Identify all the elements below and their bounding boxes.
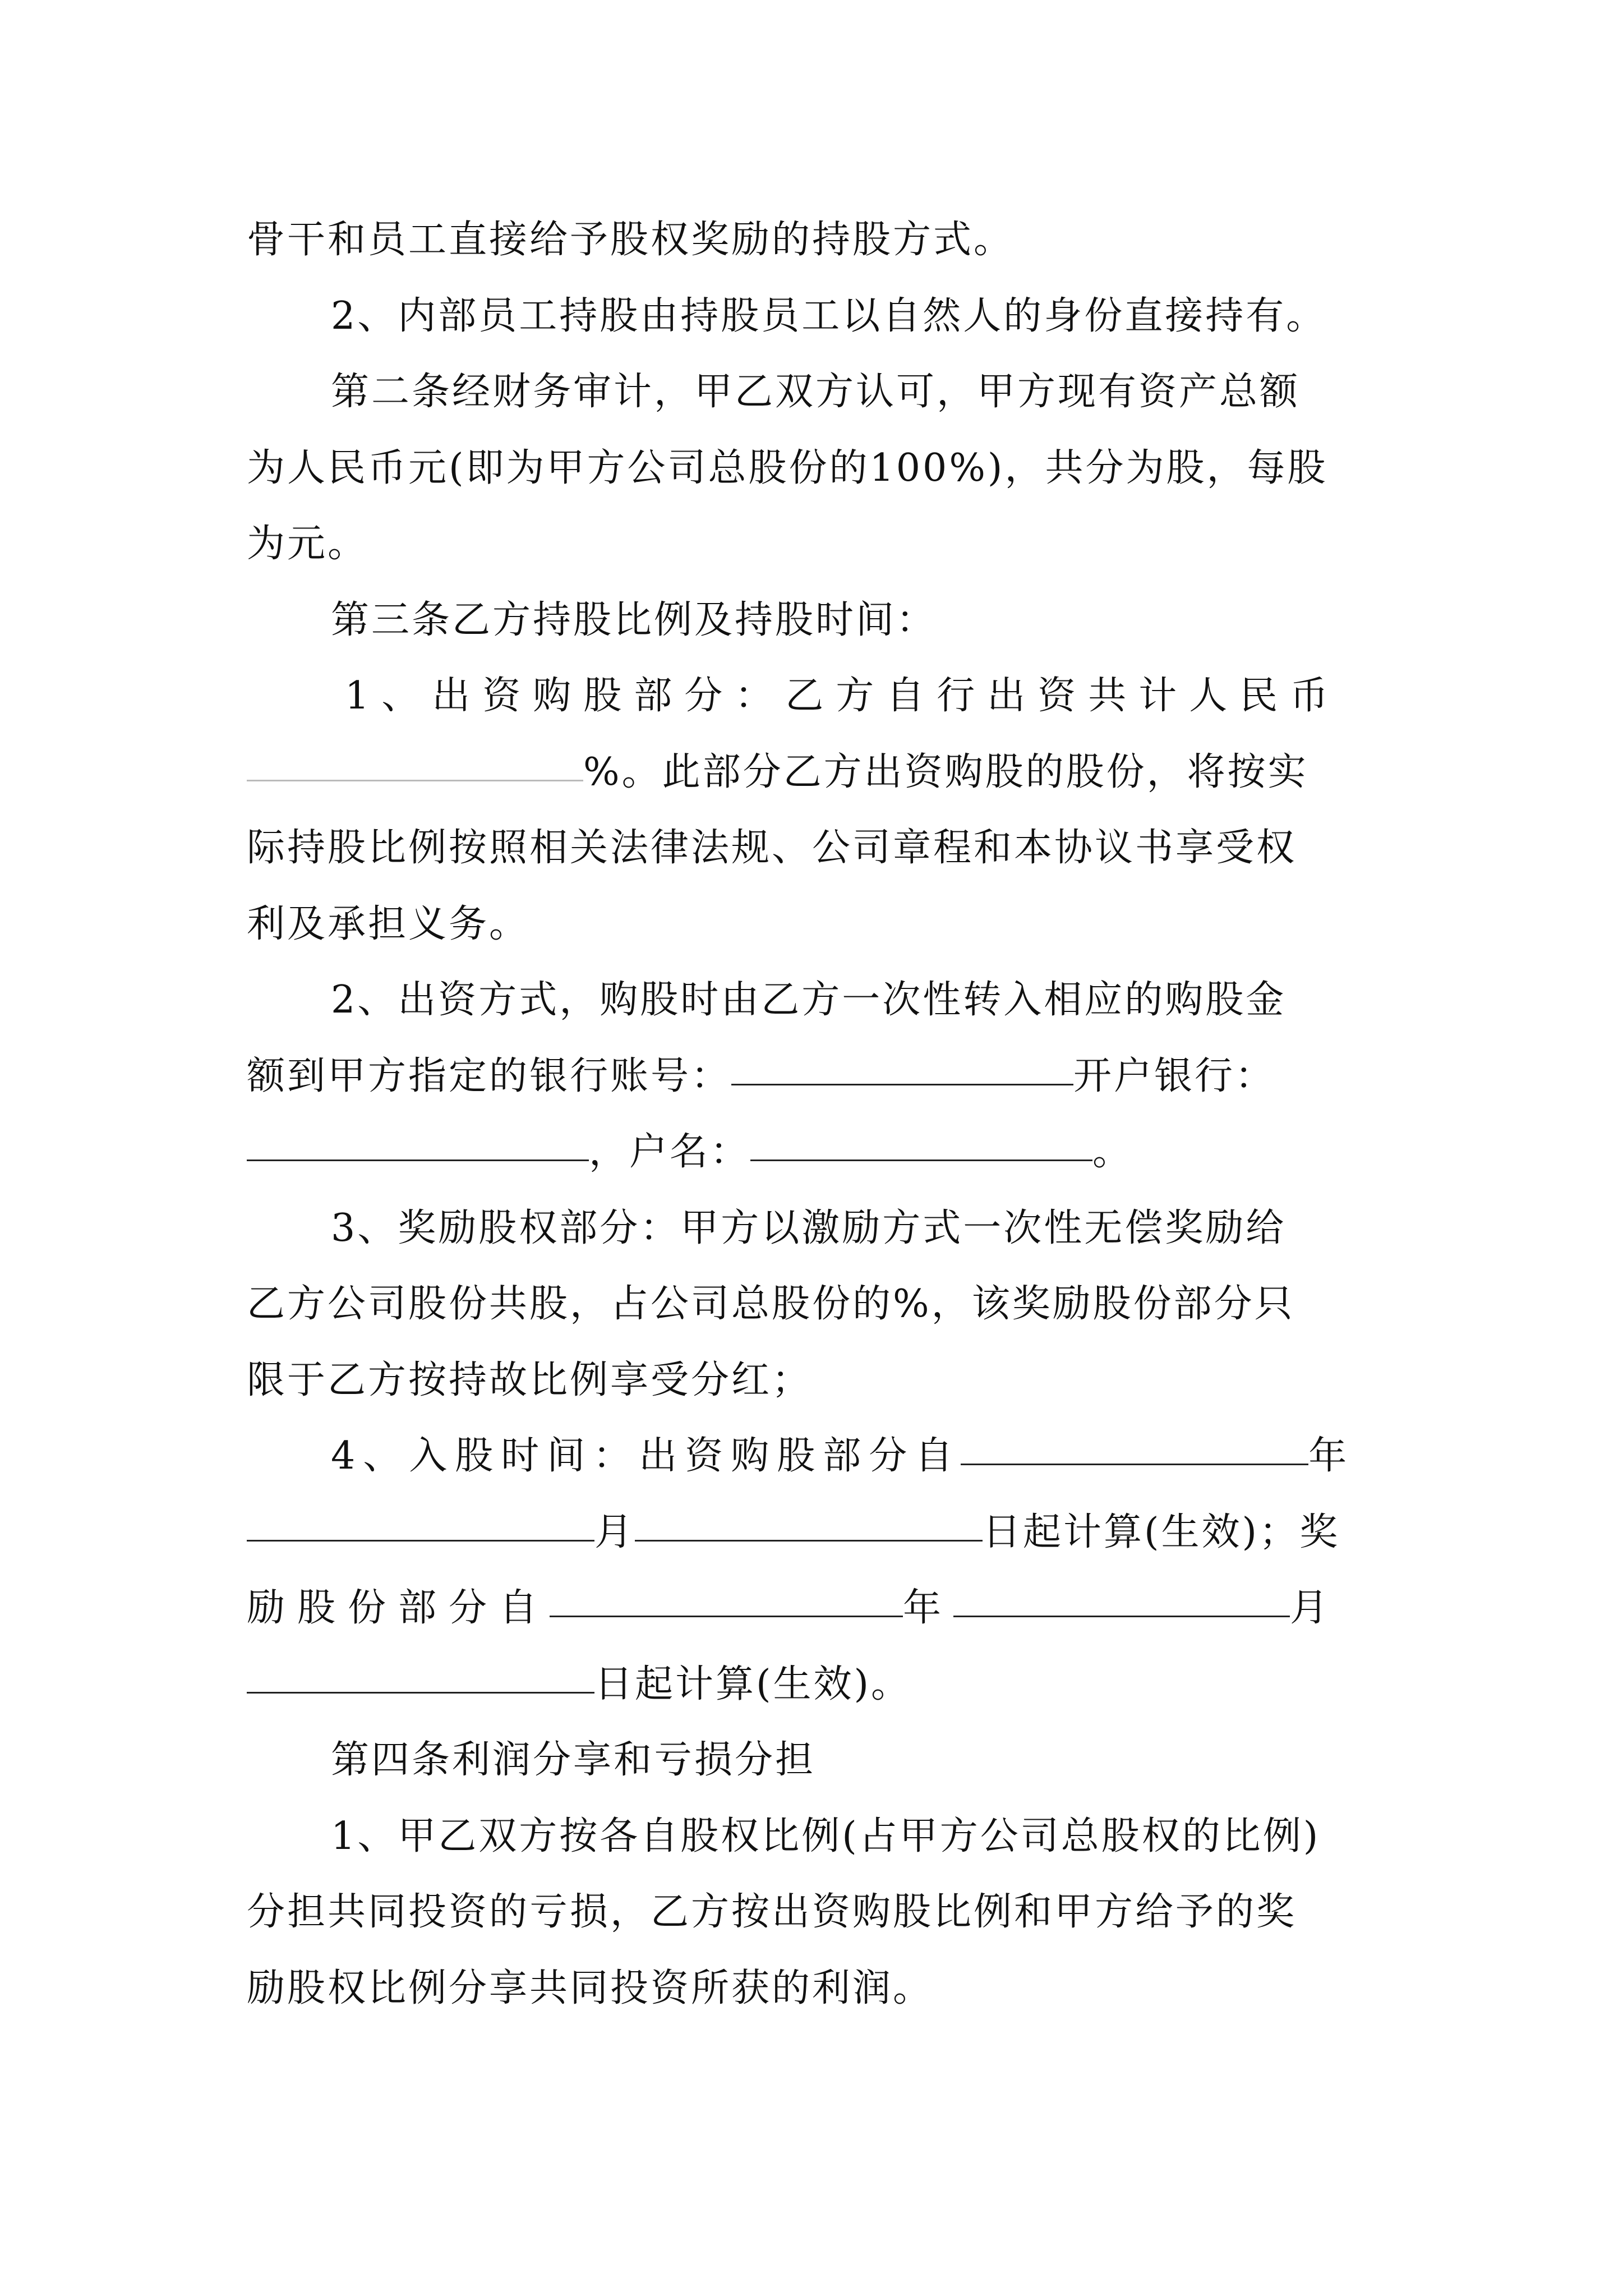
reward-day-blank [247,1657,594,1694]
paragraph-line: 限于乙方按持故比例享受分红； [247,1358,813,1402]
line-text: 月 [1290,1586,1341,1630]
line-text: 日起计算(生效)；奖 [983,1510,1340,1554]
line-text: 日起计算(生效)。 [594,1662,912,1706]
line-text: 开户银行： [1073,1053,1276,1098]
paragraph-line: 为元。 [247,522,368,566]
paragraph-line [247,1494,1396,1571]
paragraph-line: 乙方公司股份共股，占公司总股份的%，该奖励股份部分只 [247,1282,1295,1326]
bank-name-blank [247,1125,589,1161]
paragraph-line [247,1646,1396,1723]
paragraph-line: 利及承担义务。 [247,901,530,946]
line-text: 年 [903,1586,954,1630]
paragraph-line [247,734,1396,811]
line-text: 励股份部分自 [247,1586,550,1630]
paragraph-line [247,1570,1396,1646]
paragraph-line: 1、出资购股部分：乙方自行出资共计人民币 [345,674,1341,718]
start-month-blank [247,1505,594,1542]
start-day-blank [635,1505,983,1542]
line-text: 月 [594,1510,635,1554]
paragraph-line: 第二条经财务审计，甲乙双方认可，甲方现有资产总额 [331,370,1301,414]
line-text: ，户名： [589,1130,751,1174]
paragraph-line: 际持股比例按照相关法律法规、公司章程和本协议书享受权 [247,826,1297,870]
paragraph-line: 3、奖励股权部分：甲方以激励方式一次性无偿奖励给 [331,1205,1287,1250]
paragraph-line [247,1038,1396,1115]
article-heading: 第三条乙方持股比例及持股时间： [331,597,937,642]
account-number-blank [731,1049,1073,1085]
line-text: 4、入股时间：出资购股部分自 [331,1434,961,1478]
paragraph-line: 2、出资方式，购股时由乙方一次性转入相应的购股金 [331,978,1287,1022]
paragraph-line [247,1114,1396,1190]
paragraph-line: 2、内部员工持股由持股员工以自然人的身份直接持有。 [331,293,1327,338]
paragraph-line: 为人民币元(即为甲方公司总股份的100%)，共分为股，每股 [247,445,1328,490]
paragraph-line [247,1418,1396,1494]
paragraph-line: 骨干和员工直接给予股权奖励的持股方式。 [247,218,1015,262]
paragraph-line: 1、甲乙双方按各自股权比例(占甲方公司总股权的比例) [331,1814,1321,1858]
line-text: 。 [1092,1130,1133,1174]
account-holder-blank [750,1125,1092,1161]
paragraph-line: 分担共同投资的亏损，乙方按出资购股比例和甲方给予的奖 [247,1890,1297,1934]
line-text: 额到甲方指定的银行账号： [247,1053,732,1098]
article-heading: 第四条利润分享和亏损分担 [331,1738,816,1782]
reward-month-blank [953,1581,1290,1617]
reward-year-blank [550,1581,903,1617]
line-text: %。此部分乙方出资购股的股份，将按实 [583,749,1308,794]
line-text: 年 [1308,1434,1355,1478]
fill-blank [247,745,583,781]
paragraph-line: 励股权比例分享共同投资所获的利润。 [247,1966,934,2010]
document-body [247,202,1396,2026]
start-year-blank [961,1429,1308,1465]
